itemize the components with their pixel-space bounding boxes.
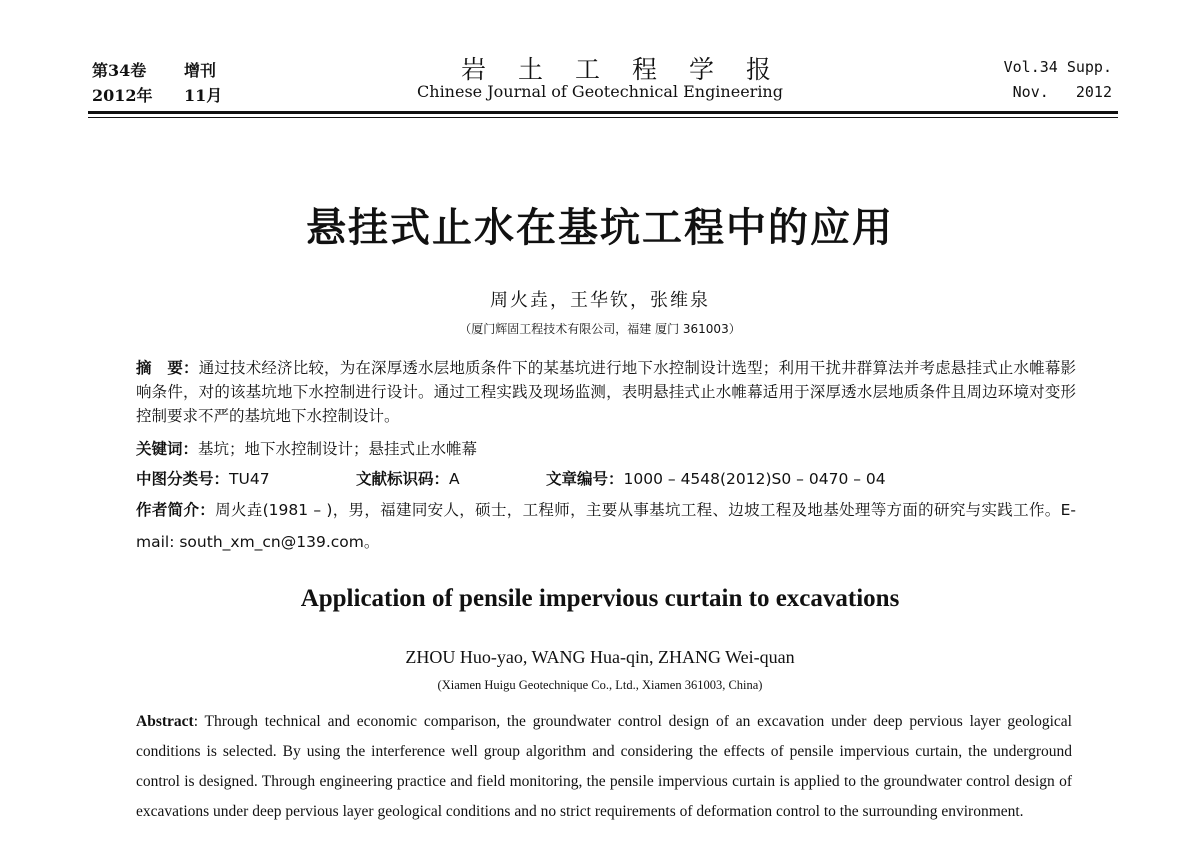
volume-en: Vol.34 Supp. [1003,58,1112,76]
abstract-cn [136,356,1076,428]
clc-item [136,467,270,489]
keywords-cn-text: 基坑；地下水控制设计；悬挂式止水帷幕 [198,440,478,458]
article-no-item [546,467,886,489]
journal-title-en: Chinese Journal of Geotechnical Engineering [417,82,783,101]
month-cn: 11月 [184,86,223,105]
clc-label: 中图分类号： [136,470,230,488]
header-rule-thick [88,111,1118,114]
issue-cn: 增刊 [184,61,217,80]
abstract-en [136,707,1072,827]
journal-title-cn: 岩土工程学报 [460,55,803,84]
article-no-value: 1000 – 4548(2012)S0 – 0470 – 04 [623,470,886,488]
abstract-en-label: Abstract [136,713,194,730]
date-en: Nov. 2012 [1012,83,1112,101]
volume-cn: 第34卷 [92,61,147,80]
header-rule-thin [88,117,1118,118]
doc-code-label: 文献标识码： [356,470,450,488]
author-bio-cn [136,494,1076,558]
bio-text: 周火垚(1981 – )，男，福建同安人，硕士，工程师，主要从事基坑工程、边坡工程及地基处理等方面的研究与实践工作。E-mail: south_xm_cn@139.com。 [136,501,1076,551]
keywords-cn-label: 关键词： [136,440,199,458]
paper-title-cn: 悬挂式止水在基坑工程中的应用 [306,205,894,251]
authors-cn: 周火垚，王华钦，张维泉 [490,290,710,311]
paper-title-en: Application of pensile impervious curtain to excavations [300,585,900,612]
affiliation-cn: （厦门辉固工程技术有限公司，福建 厦门 361003） [459,322,741,336]
authors-en: ZHOU Huo-yao, WANG Hua-qin, ZHANG Wei-quan [405,647,795,667]
affiliation-en: (Xiamen Huigu Geotechnique Co., Ltd., Xiamen 361003, China) [437,678,763,692]
doc-code-item [356,467,460,489]
keywords-cn [136,437,1076,461]
abstract-en-text: : Through technical and economic comparison, the groundwater control design of an excavation under deep pervious layer geological conditions is selected. By using the interference well group algorithm and considering the effects of pensile impervious curtain, the underground control is designed. Through engineering practice and field monitoring, the pensile impervious curtain is applied to the groundwater control design of excavations under deep pervious layer geological conditions and no strict requirements of deformation control to the surrounding environment. [136,713,1072,820]
doc-code-value: A [449,470,460,488]
year-cn: 2012年 [92,86,153,105]
article-no-label: 文章编号： [546,470,624,488]
abstract-cn-label: 摘 要： [136,359,199,377]
clc-value: TU47 [229,470,270,488]
bio-label: 作者简介： [136,501,216,519]
abstract-cn-text: 通过技术经济比较，为在深厚透水层地质条件下的某基坑进行地下水控制设计选型；利用干扰井群算法并考虑悬挂式止水帷幕影响条件，对的该基坑地下水控制进行设计。通过工程实践及现场监测，表明悬挂式止水帷幕适用于深厚透水层地质条件且周边环境对变形控制要求不严的基坑地下水控制设计。 [136,359,1076,425]
